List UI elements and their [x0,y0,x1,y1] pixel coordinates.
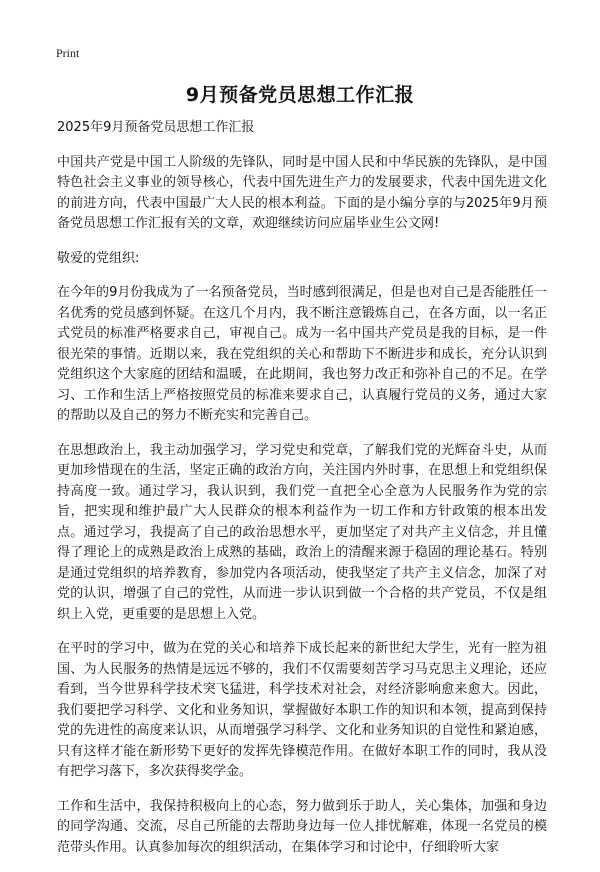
page-title: 9月预备党员思想工作汇报 [185,84,415,106]
body-paragraph-4: 工作和生活中，我保持积极向上的心态，努力做到乐于助人，关心集体，加强和身边的同学沟通、交流，尽自己所能的去帮助身边每一位人排忧解难，体现一名党员的模范带头作用。认真参加每次的组织活动，在集体学习和讨论中，仔细聆听大家 [57,798,547,855]
body-paragraph-1: 在今年的9月份我成为了一名预备党员，当时感到很满足，但是也对自己是否能胜任一名优秀的党员感到怀疑。在这几个月内，我不断注意锻炼自己，在各方面，以一名正式党员的标准严格要求自己，审视自己。成为一名中国共产党员是我的目标，是一件很光荣的事情。近期以来，我在党组织的关心和帮助下不断进步和成长，充分认识到党组织这个大家庭的团结和温暖，在此期间，我也努力改正和弥补自己的不足。在学习、工作和生活上严格按照党员的标准来要求自己，认真履行党员的义务，通过大家的帮助以及自己的努力不断充实和完善自己。 [57,285,547,423]
salutation: 敬爱的党组织: [57,250,140,266]
intro-paragraph: 中国共产党是中国工人阶级的先锋队，同时是中国人民和中华民族的先锋队，是中国特色社会主义事业的领导核心，代表中国先进生产力的发展要求，代表中国先进文化的前进方向，代表中国最广大人民的根本利益。下面的是小编分享的与2025年9月预备党员思想工作汇报有关的文章，欢迎继续访问应届毕业生公文网! [57,154,547,231]
article-subtitle: 2025年9月预备党员思想工作汇报 [57,120,255,135]
article-body [57,118,547,872]
print-link[interactable]: Print [56,46,80,60]
body-paragraph-2: 在思想政治上，我主动加强学习，学习党史和党章，了解我们党的光辉奋斗史，从而更加珍惜现在的生活，坚定正确的政治方向，关注国内外时事，在思想上和党组织保持高度一致。通过学习，我认识到，我们党一直把全心全意为人民服务作为党的宗旨，把实现和维护最广大人民群众的根本利益作为一切工作和方针政策的根本出发点。通过学习，我提高了自己的政治思想水平，更加坚定了对共产主义信念，并且懂得了理论上的成熟是政治上成熟的基础，政治上的清醒来源于稳固的理论基石。特别是通过党组织的培养教育，参加党内各项活动，使我坚定了共产主义信念，加深了对党的认识，增强了自己的党性，从而进一步认识到做一个合格的共产党员，不仅是组织上入党，更重要的是思想上入党。 [57,442,547,622]
body-paragraph-3: 在平时的学习中，做为在党的关心和培养下成长起来的新世纪大学生，光有一腔为祖国、为人民服务的热情是远远不够的，我们不仅需要刻苦学习马克思主义理论，还应看到，当今世界科学技术突飞猛进，科学技术对社会，对经济影响愈来愈大。因此，我们要把学习科学、文化和业务知识，掌握做好本职工作的知识和本领，提高到保持党的先进性的高度来认识，从而增强学习科学、文化和业务知识的自觉性和紧迫感，只有这样才能在新形势下更好的发挥先锋模范作用。在做好本职工作的同时，我从没有把学习落下，多次获得奖学金。 [57,641,547,779]
